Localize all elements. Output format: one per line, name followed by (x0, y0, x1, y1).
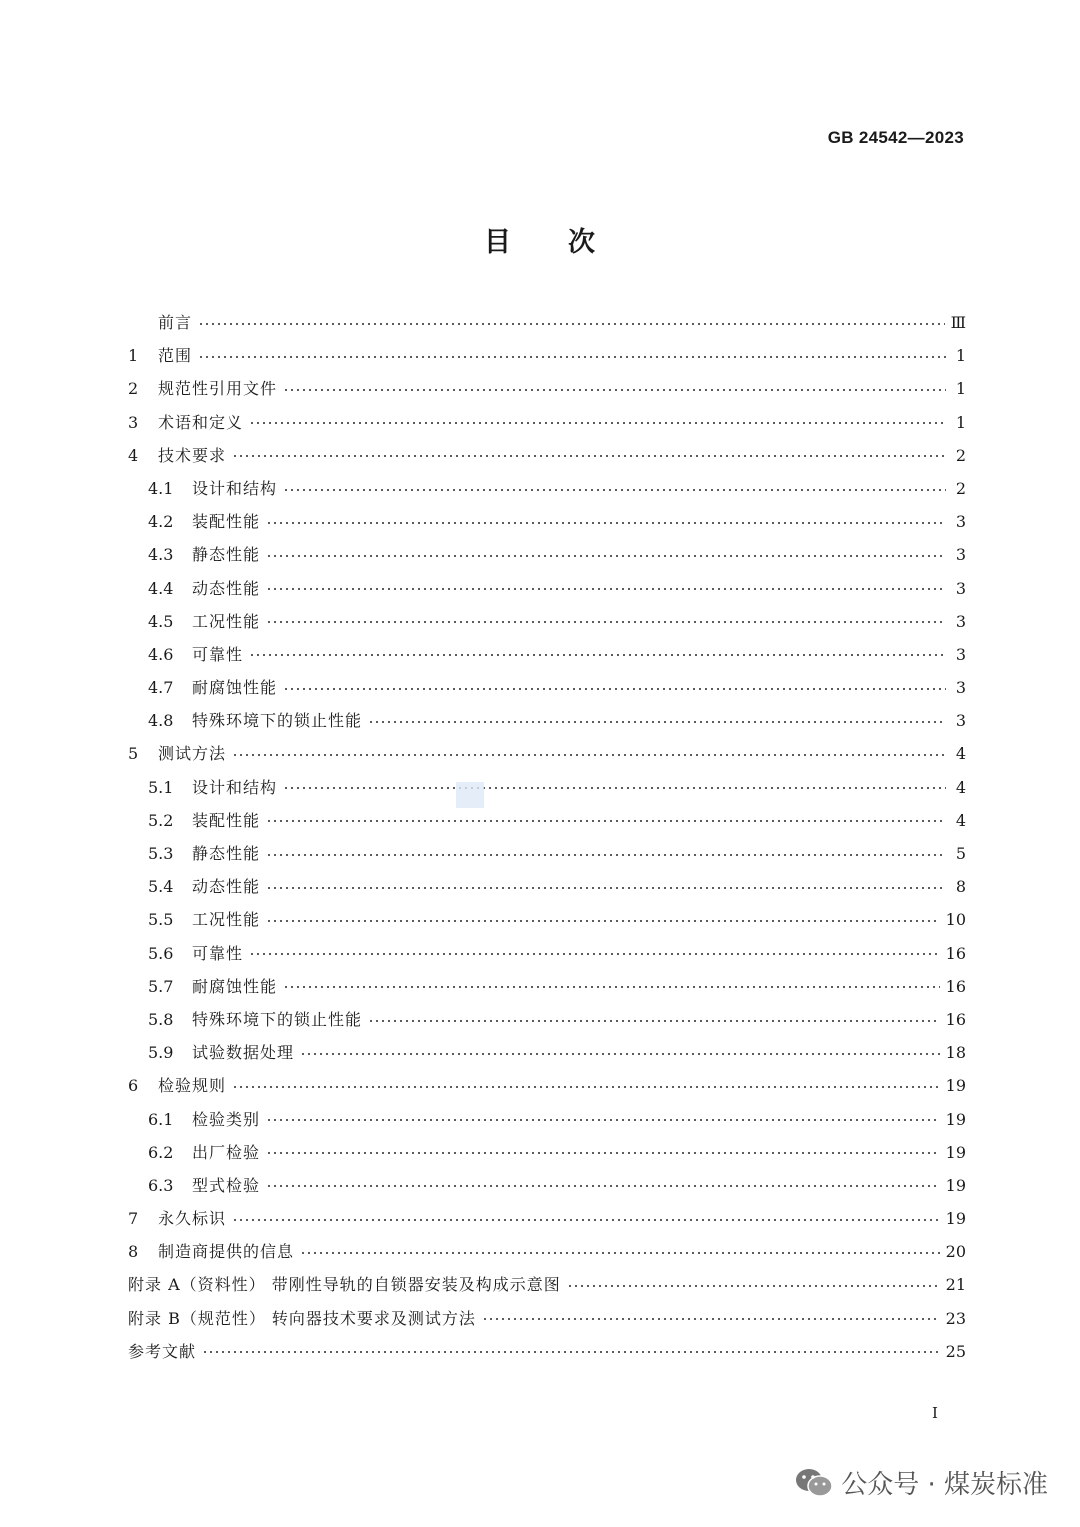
toc-entry-label: 工况性能 (192, 611, 261, 631)
toc-title-char-2: 次 (568, 227, 596, 258)
toc-leader-dots (482, 1318, 940, 1320)
toc-leader-dots (198, 356, 946, 358)
toc-entry-label: 工况性能 (192, 910, 261, 930)
toc-entry-page: 2 (955, 478, 966, 498)
toc-title-char-1: 目 (484, 227, 512, 258)
toc-leader-dots (266, 1119, 940, 1121)
toc-entry-number: 5 (128, 744, 139, 764)
toc-entry[interactable] (128, 505, 966, 538)
toc-entry-page: Ⅲ (950, 313, 966, 332)
toc-entry-number: 4.8 (148, 711, 174, 731)
watermark-text: 公众号 · 煤炭标准 (841, 1470, 1048, 1500)
toc-leader-dots (368, 1020, 940, 1022)
toc-entry-label: 耐腐蚀性能 (192, 976, 278, 996)
toc-entry-page: 19 (945, 1109, 966, 1129)
toc-entry-label: 特殊环境下的锁止性能 (192, 711, 363, 731)
toc-entry-page: 21 (945, 1275, 966, 1295)
toc-entry-label: 规范性引用文件 (158, 379, 278, 399)
toc-entry-page: 1 (955, 412, 966, 432)
toc-entry-label: 附录 B（规范性） 转向器技术要求及测试方法 (128, 1308, 476, 1328)
toc-entry-number: 5.1 (148, 777, 174, 797)
toc-entry-page: 16 (945, 976, 966, 996)
toc-entry-number: 5.5 (148, 910, 174, 930)
toc-entry[interactable] (128, 638, 966, 671)
toc-leader-dots (266, 920, 940, 922)
toc-entry-number: 1 (128, 346, 139, 366)
toc-leader-dots (249, 953, 940, 955)
toc-entry-number: 4.1 (148, 478, 174, 498)
toc-entry-label: 可靠性 (192, 644, 244, 664)
toc-entry-page: 25 (945, 1341, 966, 1361)
toc-entry-number: 7 (128, 1209, 139, 1229)
toc-entry-page: 2 (955, 445, 966, 465)
toc-entry-page: 19 (945, 1209, 966, 1229)
toc-entry-number: 4.7 (148, 678, 174, 698)
toc-entry-number: 2 (128, 379, 139, 399)
toc-entry-label: 静态性能 (192, 545, 261, 565)
toc-entry[interactable] (128, 804, 966, 837)
toc-entry-label: 耐腐蚀性能 (192, 678, 278, 698)
toc-entry-label: 出厂检验 (192, 1142, 261, 1162)
toc-entry-page: 8 (955, 877, 966, 897)
toc-entry-number: 4.6 (148, 644, 174, 664)
toc-entry-page: 18 (945, 1043, 966, 1063)
toc-entry[interactable] (128, 538, 966, 571)
toc-entry-label: 可靠性 (192, 943, 244, 963)
toc-leader-dots (266, 588, 946, 590)
toc-entry-number: 3 (128, 412, 139, 432)
toc-entry[interactable] (128, 937, 966, 970)
toc-entry-page: 19 (945, 1142, 966, 1162)
toc-entry[interactable] (128, 903, 966, 936)
toc-leader-dots (283, 389, 946, 391)
toc-entry-number: 5.8 (148, 1009, 174, 1029)
toc-leader-dots (300, 1053, 940, 1055)
toc-leader-dots (266, 1185, 940, 1187)
toc-entry[interactable] (128, 870, 966, 903)
toc-entry-label: 型式检验 (192, 1175, 261, 1195)
toc-entry-number: 6 (128, 1076, 139, 1096)
toc-leader-dots (368, 721, 946, 723)
toc-leader-dots (232, 1086, 940, 1088)
toc-leader-dots (283, 986, 940, 988)
toc-entry[interactable] (128, 572, 966, 605)
toc-entry-label: 动态性能 (192, 877, 261, 897)
table-of-contents (128, 306, 966, 1368)
toc-entry-page: 3 (955, 512, 966, 532)
toc-entry[interactable] (128, 671, 966, 704)
toc-entry-label: 试验数据处理 (192, 1043, 295, 1063)
toc-entry-page: 3 (955, 545, 966, 565)
toc-entry-page: 1 (955, 346, 966, 366)
faint-stamp-mark (456, 782, 484, 808)
toc-entry-page: 3 (955, 611, 966, 631)
toc-entry-page: 16 (945, 1009, 966, 1029)
toc-entry[interactable] (128, 439, 966, 472)
toc-leader-dots (266, 522, 946, 524)
toc-entry[interactable] (128, 1103, 966, 1136)
toc-entry-number: 4 (128, 445, 139, 465)
toc-leader-dots (266, 621, 946, 623)
toc-entry[interactable] (128, 372, 966, 405)
toc-entry-page: 16 (945, 943, 966, 963)
toc-leader-dots (266, 887, 946, 889)
toc-entry[interactable] (128, 970, 966, 1003)
toc-entry[interactable] (128, 1302, 966, 1335)
toc-entry-page: 5 (955, 844, 966, 863)
toc-entry[interactable] (128, 605, 966, 638)
toc-entry[interactable] (128, 1003, 966, 1036)
toc-leader-dots (283, 688, 946, 690)
toc-leader-dots (283, 489, 946, 491)
toc-entry-label: 设计和结构 (192, 777, 278, 797)
toc-entry-page: 19 (945, 1076, 966, 1096)
toc-entry-number: 5.2 (148, 810, 174, 830)
toc-entry-label: 设计和结构 (192, 478, 278, 498)
toc-leader-dots (232, 1219, 940, 1221)
toc-title (0, 220, 1080, 259)
toc-entry[interactable] (128, 771, 966, 804)
toc-entry-page: 4 (955, 810, 966, 830)
toc-entry-label: 前言 (158, 313, 193, 332)
toc-leader-dots (283, 787, 946, 789)
toc-entry-label: 参考文献 (128, 1341, 197, 1361)
toc-entry[interactable] (128, 306, 966, 339)
toc-entry-label: 动态性能 (192, 578, 261, 598)
watermark (795, 1464, 1048, 1501)
toc-leader-dots (266, 820, 946, 822)
toc-entry[interactable] (128, 837, 966, 870)
toc-leader-dots (266, 854, 946, 856)
toc-entry-number: 5.3 (148, 844, 174, 863)
toc-entry-label: 静态性能 (192, 844, 261, 863)
standard-code: GB 24542—2023 (827, 128, 964, 147)
toc-leader-dots (249, 422, 946, 424)
toc-entry-label: 装配性能 (192, 512, 261, 532)
wechat-icon (795, 1467, 833, 1499)
toc-entry-number: 4.2 (148, 512, 174, 532)
toc-leader-dots (266, 555, 946, 557)
toc-entry-label: 检验规则 (158, 1076, 227, 1096)
toc-entry-number: 4.5 (148, 611, 174, 631)
toc-entry-number: 6.2 (148, 1142, 174, 1162)
toc-entry[interactable] (128, 339, 966, 372)
toc-entry-label: 范围 (158, 346, 193, 366)
toc-entry-page: 3 (955, 678, 966, 698)
toc-entry-number: 4.4 (148, 578, 174, 598)
toc-entry-page: 4 (955, 777, 966, 797)
toc-entry[interactable] (128, 704, 966, 737)
toc-entry-number: 6.3 (148, 1175, 174, 1195)
toc-entry-label: 永久标识 (158, 1209, 227, 1229)
toc-entry-page: 3 (955, 711, 966, 731)
toc-entry-number: 5.7 (148, 976, 174, 996)
toc-leader-dots (198, 323, 945, 325)
toc-entry-page: 19 (945, 1175, 966, 1195)
toc-entry-label: 附录 A（资料性） 带刚性导轨的自锁器安装及构成示意图 (128, 1275, 561, 1295)
toc-leader-dots (202, 1351, 940, 1353)
toc-leader-dots (249, 654, 946, 656)
page-number: I (932, 1404, 938, 1422)
toc-entry-label: 装配性能 (192, 810, 261, 830)
toc-entry-page: 3 (955, 578, 966, 598)
toc-entry[interactable] (128, 472, 966, 505)
toc-entry-number: 4.3 (148, 545, 174, 565)
toc-entry-label: 测试方法 (158, 744, 227, 764)
toc-entry-page: 4 (955, 744, 966, 764)
toc-leader-dots (232, 754, 946, 756)
toc-leader-dots (232, 455, 946, 457)
toc-entry[interactable] (128, 1036, 966, 1069)
toc-entry[interactable] (128, 1069, 966, 1102)
toc-entry[interactable] (128, 406, 966, 439)
toc-leader-dots (567, 1285, 940, 1287)
toc-entry-page: 20 (945, 1242, 966, 1262)
toc-entry-page: 3 (955, 644, 966, 664)
toc-entry[interactable] (128, 1202, 966, 1235)
toc-entry[interactable] (128, 1335, 966, 1368)
toc-leader-dots (300, 1252, 940, 1254)
toc-entry-page: 10 (945, 910, 966, 930)
toc-entry-number: 5.6 (148, 943, 174, 963)
toc-entry-number: 5.9 (148, 1043, 174, 1063)
toc-entry-page: 1 (955, 379, 966, 399)
toc-entry-number: 5.4 (148, 877, 174, 897)
toc-entry[interactable] (128, 737, 966, 770)
toc-entry-number: 6.1 (148, 1109, 174, 1129)
toc-entry-label: 检验类别 (192, 1109, 261, 1129)
toc-entry-label: 特殊环境下的锁止性能 (192, 1009, 363, 1029)
toc-entry-label: 术语和定义 (158, 412, 244, 432)
toc-leader-dots (266, 1152, 940, 1154)
toc-entry-label: 制造商提供的信息 (158, 1242, 295, 1262)
toc-entry[interactable] (128, 1268, 966, 1301)
toc-entry[interactable] (128, 1169, 966, 1202)
toc-entry-page: 23 (945, 1308, 966, 1328)
toc-entry[interactable] (128, 1136, 966, 1169)
toc-entry-number: 8 (128, 1242, 139, 1262)
toc-entry[interactable] (128, 1235, 966, 1268)
toc-entry-label: 技术要求 (158, 445, 227, 465)
